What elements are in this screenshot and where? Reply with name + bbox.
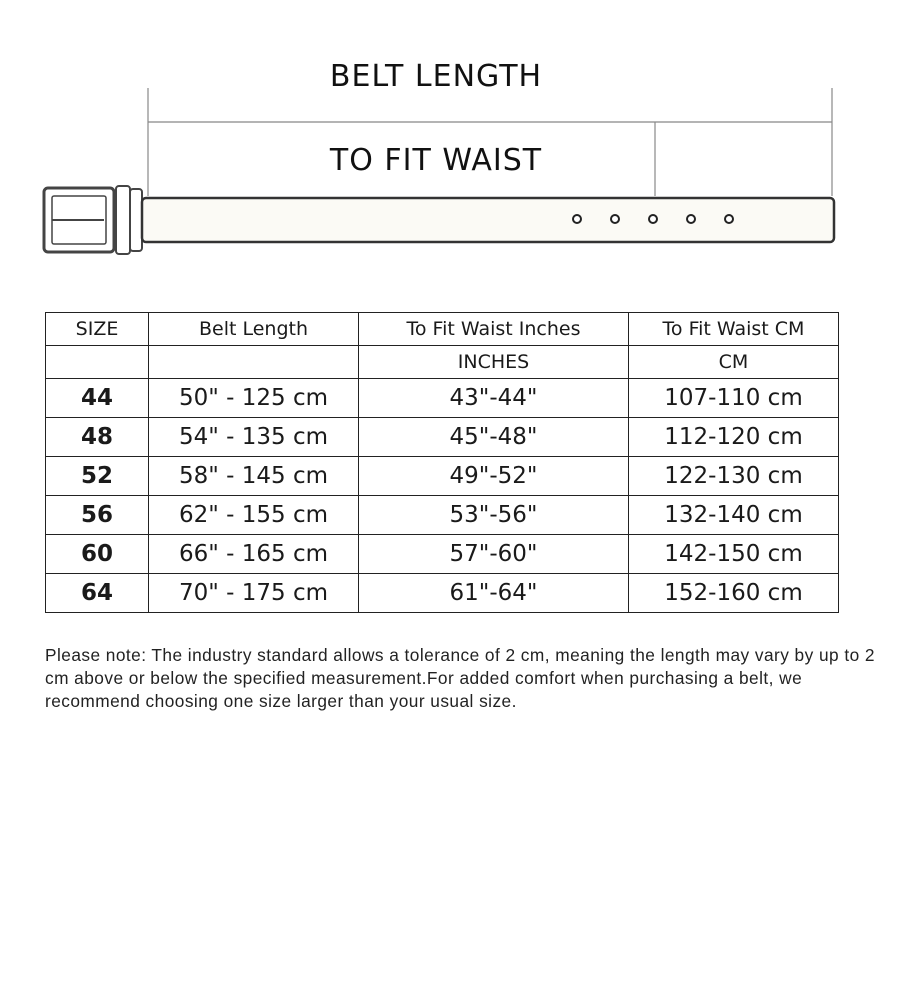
belt-hole <box>649 215 657 223</box>
table-row <box>46 418 839 457</box>
fit-waist-label: TO FIT WAIST <box>329 143 543 178</box>
table-row <box>46 379 839 418</box>
table-row <box>46 496 839 535</box>
belt-length-cell: 66" - 165 cm <box>149 535 359 574</box>
header-waist-cm: To Fit Waist CM <box>629 313 839 346</box>
size-cell: 56 <box>46 496 149 535</box>
size-cell: 52 <box>46 457 149 496</box>
waist-cm-cell: 142-150 cm <box>629 535 839 574</box>
belt-diagram <box>0 0 900 270</box>
waist-cm-cell: 112-120 cm <box>629 418 839 457</box>
waist-inches-cell: 49"-52" <box>359 457 629 496</box>
table-unit-row <box>46 346 839 379</box>
waist-inches-cell: 57"-60" <box>359 535 629 574</box>
size-cell: 48 <box>46 418 149 457</box>
belt-length-label: BELT LENGTH <box>329 59 543 94</box>
waist-cm-cell: 152-160 cm <box>629 574 839 613</box>
table-header-row <box>46 313 839 346</box>
unit-cm: CM <box>629 346 839 379</box>
waist-inches-cell: 53"-56" <box>359 496 629 535</box>
belt-hole <box>687 215 695 223</box>
waist-cm-cell: 122-130 cm <box>629 457 839 496</box>
header-size: SIZE <box>46 313 149 346</box>
tolerance-note: Please note: The industry standard allows a tolerance of 2 cm, meaning the length may vary by up to 2 cm above or below the specified measurement.For added comfort when purchasing a belt, we recommend choosing one size larger than your usual size. <box>45 645 875 711</box>
size-cell: 44 <box>46 379 149 418</box>
table-row <box>46 535 839 574</box>
waist-cm-cell: 132-140 cm <box>629 496 839 535</box>
belt-hole <box>573 215 581 223</box>
belt-hole <box>611 215 619 223</box>
waist-inches-cell: 45"-48" <box>359 418 629 457</box>
table-row <box>46 457 839 496</box>
header-belt-length: Belt Length <box>149 313 359 346</box>
unit-belt-length <box>149 346 359 379</box>
size-chart-table <box>45 312 839 613</box>
belt-length-cell: 58" - 145 cm <box>149 457 359 496</box>
size-cell: 64 <box>46 574 149 613</box>
waist-cm-cell: 107-110 cm <box>629 379 839 418</box>
belt-length-cell: 70" - 175 cm <box>149 574 359 613</box>
belt-length-cell: 62" - 155 cm <box>149 496 359 535</box>
header-waist-inches: To Fit Waist Inches <box>359 313 629 346</box>
belt-length-cell: 54" - 135 cm <box>149 418 359 457</box>
belt-hole <box>725 215 733 223</box>
unit-inches: INCHES <box>359 346 629 379</box>
size-cell: 60 <box>46 535 149 574</box>
waist-inches-cell: 43"-44" <box>359 379 629 418</box>
waist-inches-cell: 61"-64" <box>359 574 629 613</box>
measurement-lines <box>148 88 832 196</box>
buckle-icon <box>44 186 142 254</box>
table-row <box>46 574 839 613</box>
unit-size <box>46 346 149 379</box>
belt-length-cell: 50" - 125 cm <box>149 379 359 418</box>
